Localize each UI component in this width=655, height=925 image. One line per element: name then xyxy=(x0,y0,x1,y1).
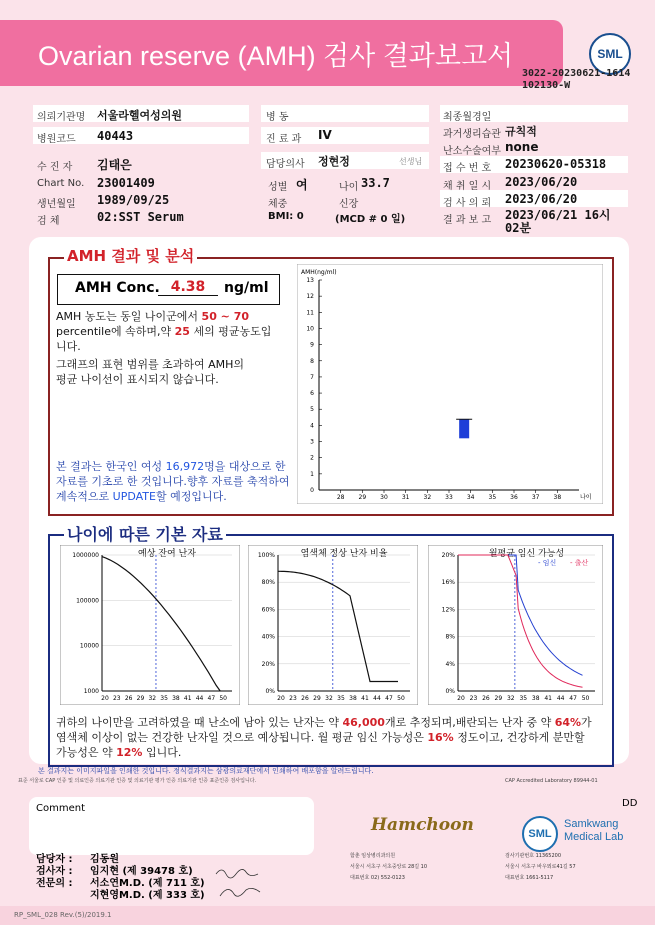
mcd-value: (MCD # 0 일) xyxy=(335,214,406,225)
certification-notice: 표준 서울로 CAP 인증 및 의료인증 의료기관 인증 및 의료기관 평가 인증 의료기관 인증 표준인증 검사입니다. xyxy=(18,778,257,784)
amh-age-chart xyxy=(297,264,603,504)
chart-no-label: Chart No. xyxy=(37,178,85,189)
specimen-label: 검 체 xyxy=(37,216,60,227)
y-tick-label: 12% xyxy=(441,606,455,614)
test-request-value: 2023/06/20 xyxy=(505,192,578,206)
x-tick-label: 33 xyxy=(445,494,453,501)
weight-label: 체중 xyxy=(268,199,288,210)
dd-label: DD xyxy=(622,798,638,809)
samkwang-name: Samkwang Medical Lab xyxy=(564,818,624,843)
ovary-surgery-label: 난소수술여부 xyxy=(443,146,501,157)
y-tick-label: 60% xyxy=(261,606,275,614)
x-tick-label: 44 xyxy=(556,695,565,702)
y-tick-label: 1000000 xyxy=(72,552,99,559)
y-tick-label: 0 xyxy=(310,487,314,494)
x-tick-label: 23 xyxy=(289,695,297,702)
y-tick-label: 100000 xyxy=(76,597,99,605)
y-tick-label: 11 xyxy=(306,309,314,317)
x-tick-label: 26 xyxy=(301,695,309,702)
bmi-value: BMI: 0 xyxy=(268,211,304,222)
x-tick-label: 32 xyxy=(325,695,333,702)
highlight-value: 50 ~ 70 xyxy=(201,310,250,323)
x-tick-label: 32 xyxy=(423,494,432,501)
chart-frame xyxy=(428,545,603,705)
x-tick-label: 29 xyxy=(313,695,321,702)
legend-pregnancy: - 임신 xyxy=(538,559,557,567)
chart-title: 예상 잔여 난자 xyxy=(138,549,196,559)
amh-section-title: AMH 결과 및 분석 xyxy=(64,245,197,266)
x-tick-label: 23 xyxy=(112,695,121,702)
staff-labels: 담당자 : 검사자 : 전문의 : xyxy=(36,854,73,889)
staff-names: 김동원 임지현 (제 39478 호) 서소연M.D. (제 711 호) 지현영M.D. (제 333 호) xyxy=(90,854,205,901)
x-tick-label: 20 xyxy=(277,695,285,702)
chart-no-value: 23001409 xyxy=(97,176,155,190)
amh-value-bar xyxy=(459,419,469,438)
pregnancy-chance-chart xyxy=(428,545,603,705)
x-tick-label: 44 xyxy=(195,695,204,702)
institution-label: 의뢰기관명 xyxy=(37,112,86,123)
x-tick-label: 47 xyxy=(569,695,577,702)
x-tick-label: 30 xyxy=(380,494,388,501)
x-tick-label: 26 xyxy=(124,695,133,702)
chart-title: 염색체 정상 난자 비율 xyxy=(300,549,388,559)
x-tick-label: 44 xyxy=(373,695,381,702)
y-tick-label: 10 xyxy=(306,325,314,333)
y-tick-label: 4% xyxy=(445,660,455,668)
y-tick-label: 16% xyxy=(441,579,455,587)
sex-value: 여 xyxy=(296,178,308,192)
x-tick-label: 20 xyxy=(101,695,109,702)
y-tick-label: 80% xyxy=(261,579,275,587)
samkwang-logo: SML xyxy=(522,816,558,852)
report-label: 결 과 보 고 xyxy=(443,215,492,226)
y-axis-label: AMH(ng/ml) xyxy=(301,269,337,276)
amh-conc-value: 4.38 xyxy=(158,279,218,296)
x-axis-label: 나이 xyxy=(580,494,592,501)
print-notice: 본 결과지는 이미지파일을 인쇄한 것입니다. 정식결과지는 삼광의료재단에서 인쇄하여 배포함을 알려드립니다. xyxy=(38,767,374,775)
patient-label: 수 진 자 xyxy=(37,162,73,173)
receipt-label: 접 수 번 호 xyxy=(443,163,492,174)
hamchoon-info: 함춘 임상병리과의원 서울시 서초구 서초중앙로 28길 10 대표번호 02) 552-0123 xyxy=(350,853,428,881)
amh-percentile-text xyxy=(56,309,278,354)
chart-title: 월평균 임신 가능성 xyxy=(488,549,565,559)
y-tick-label: 8 xyxy=(310,357,314,365)
text-segment: 본 결과는 한국인 여성 xyxy=(56,460,166,473)
text-segment: 할 예정입니다. xyxy=(155,490,227,503)
y-tick-label: 2 xyxy=(310,454,314,462)
y-tick-label: 1000 xyxy=(83,688,99,695)
amh-range-note: 그래프의 표현 범위를 초과하여 AMH의 평균 나이선이 표시되지 않습니다. xyxy=(56,358,245,386)
birth-value: 1989/09/25 xyxy=(97,193,170,207)
legend-birth: - 출산 xyxy=(570,559,589,567)
x-tick-label: 41 xyxy=(183,695,192,702)
highlight-value: 64% xyxy=(554,716,582,729)
x-tick-label: 26 xyxy=(482,695,490,702)
hospital-code-label: 병원코드 xyxy=(37,134,76,145)
y-tick-label: 6 xyxy=(310,390,314,398)
amh-conc-label: AMH Conc. xyxy=(75,280,160,296)
collect-value: 2023/06/20 xyxy=(505,175,578,189)
x-tick-label: 34 xyxy=(466,494,475,501)
x-tick-label: 50 xyxy=(581,695,590,702)
y-tick-label: 9 xyxy=(310,341,314,349)
x-tick-label: 32 xyxy=(506,695,515,702)
ward-label: 병 동 xyxy=(266,112,289,123)
highlight-blue-value: 16,972 xyxy=(165,460,205,473)
text-segment: 세의 평균농도입니다. xyxy=(56,325,272,353)
report-title-banner xyxy=(0,20,563,86)
x-tick-label: 38 xyxy=(349,695,357,702)
hamchoon-logo: Hamchoon xyxy=(371,815,474,835)
age-label: 나이 xyxy=(339,182,359,193)
patient-value: 김태은 xyxy=(97,158,132,172)
text-segment: 명을 대상으로 한 자료를 기초로 한 것입니다.향후 자료를 축적하여 계속적으로 xyxy=(56,460,290,503)
x-tick-label: 38 xyxy=(531,695,540,702)
text-segment: 개로 추정되며,배란되는 난자 중 약 xyxy=(384,716,555,729)
normal-chromosome-chart xyxy=(248,545,418,705)
remaining-eggs-chart xyxy=(60,545,240,705)
x-tick-label: 29 xyxy=(494,695,503,702)
sml-logo: SML xyxy=(589,33,631,75)
cap-label: CAP Accredited Laboratory 89944-01 xyxy=(505,778,598,784)
cycle-label: 과거생리습관 xyxy=(443,129,501,140)
amh-conc-unit: ng/ml xyxy=(224,280,269,296)
y-tick-label: 100% xyxy=(257,552,275,559)
basic-data-title: 나이에 따른 기본 자료 xyxy=(64,522,226,545)
x-tick-label: 35 xyxy=(519,695,528,702)
cycle-value: 규칙적 xyxy=(505,125,537,138)
basic-summary-text xyxy=(56,715,596,760)
text-segment: percentile에 속하며,약 xyxy=(56,325,175,338)
y-tick-label: 1 xyxy=(310,470,314,478)
highlight-value: 12% xyxy=(116,746,143,759)
y-tick-label: 4 xyxy=(310,422,314,430)
text-segment: 귀하의 나이만을 고려하였을 때 난소에 남아 있는 난자는 약 xyxy=(56,716,343,729)
x-tick-label: 35 xyxy=(488,494,497,501)
highlight-value: 16% xyxy=(427,731,454,744)
height-label: 신장 xyxy=(339,199,359,210)
chart-frame xyxy=(297,264,603,504)
x-tick-label: 37 xyxy=(531,494,540,501)
y-tick-label: 20% xyxy=(441,552,455,559)
last-period-label: 최종월경일 xyxy=(443,112,492,123)
y-tick-label: 7 xyxy=(310,373,314,381)
birth-label: 생년월일 xyxy=(37,199,76,210)
y-tick-label: 8% xyxy=(445,633,455,641)
doctor-value: 정현정 xyxy=(318,155,350,168)
y-tick-label: 0% xyxy=(265,688,275,695)
samkwang-info: 검사기관번호 11365200 서울시 서초구 바우뫼로41길 57 대표번호 1661-5117 xyxy=(505,853,576,881)
specimen-value: 02:SST Serum xyxy=(97,210,184,224)
age-value: 33.7 xyxy=(361,176,390,190)
x-tick-label: 23 xyxy=(469,695,478,702)
x-tick-label: 41 xyxy=(361,695,369,702)
x-tick-label: 47 xyxy=(207,695,216,702)
x-tick-label: 38 xyxy=(553,494,562,501)
x-tick-label: 50 xyxy=(397,695,405,702)
highlight-blue-value: UPDATE xyxy=(112,490,156,503)
x-tick-label: 41 xyxy=(544,695,553,702)
text-segment: 입니다. xyxy=(142,746,182,759)
x-tick-label: 29 xyxy=(136,695,145,702)
dept-value: IV xyxy=(318,128,332,142)
y-tick-label: 10000 xyxy=(79,642,99,650)
x-tick-label: 47 xyxy=(385,695,393,702)
sex-label: 성별 xyxy=(268,182,288,193)
highlight-value: 25 xyxy=(174,325,190,338)
report-value: 2023/06/21 16시 02분 xyxy=(505,208,611,235)
receipt-value: 20230620-05318 xyxy=(505,157,607,171)
highlight-value: 46,000 xyxy=(342,716,385,729)
doctor-label: 담당의사 xyxy=(266,159,305,170)
x-tick-label: 20 xyxy=(457,695,465,702)
y-tick-label: 13 xyxy=(306,277,314,284)
text-segment: 가 염색체 이상이 없는 건강한 난자일 것으로 예상됩니다. 월 평균 임신 가능성은 xyxy=(56,716,592,744)
form-code: RP_SML_028 Rev.(5)/2019.1 xyxy=(14,911,112,919)
dept-label: 진 료 과 xyxy=(266,134,302,145)
doctor-suffix: 선생님 xyxy=(399,157,423,166)
y-tick-label: 3 xyxy=(310,438,314,446)
comment-label: Comment xyxy=(36,803,85,814)
x-tick-label: 38 xyxy=(172,695,180,702)
y-tick-label: 12 xyxy=(306,293,314,301)
institution-value: 서울라헬여성의원 xyxy=(97,109,183,122)
x-tick-label: 31 xyxy=(401,494,410,501)
x-tick-label: 28 xyxy=(336,494,345,501)
y-tick-label: 40% xyxy=(261,633,275,641)
collect-label: 채 취 일 시 xyxy=(443,181,492,192)
y-tick-label: 5 xyxy=(310,406,314,414)
text-segment: AMH 농도는 동일 나이군에서 xyxy=(56,310,202,323)
x-tick-label: 36 xyxy=(510,494,518,501)
x-tick-label: 50 xyxy=(219,695,228,702)
amh-data-note xyxy=(56,459,291,504)
report-title: Ovarian reserve (AMH) 검사 결과보고서 xyxy=(38,41,514,71)
test-request-label: 검 사 의 뢰 xyxy=(443,198,492,209)
ovary-surgery-value: none xyxy=(505,140,539,154)
text-segment: 정도이고, 건강하게 분만할 가능성은 약 xyxy=(56,731,585,759)
x-tick-label: 32 xyxy=(148,695,157,702)
hospital-code-value: 40443 xyxy=(97,129,134,143)
x-tick-label: 35 xyxy=(160,695,168,702)
x-tick-label: 35 xyxy=(337,695,345,702)
signatures xyxy=(212,862,272,902)
y-tick-label: 0% xyxy=(445,688,455,695)
x-tick-label: 29 xyxy=(358,494,367,501)
y-tick-label: 20% xyxy=(261,660,275,668)
document-number: 3022-20230621-1614 102130-W xyxy=(522,68,631,91)
